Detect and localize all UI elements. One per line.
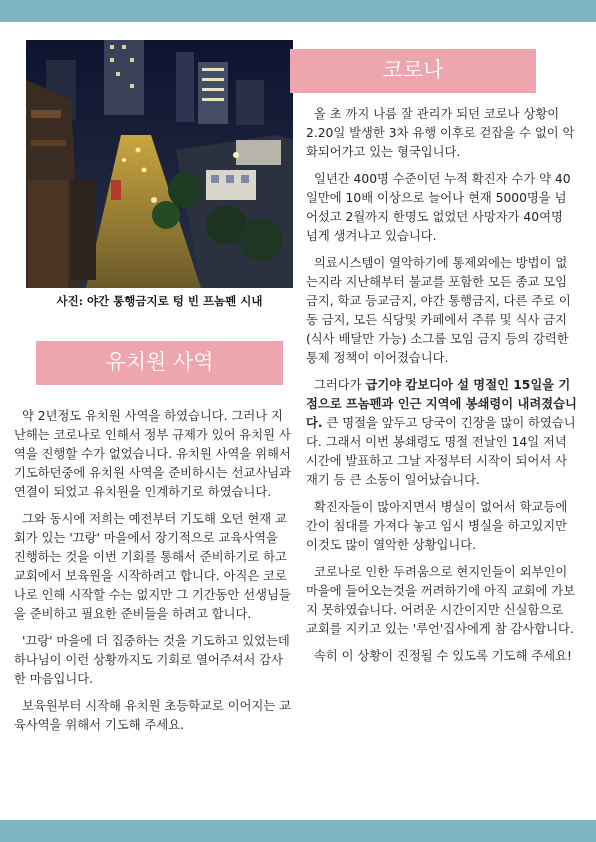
kindergarten-paragraph-3: '끄랑' 마을에 더 집중하는 것을 기도하고 있었는데 하나님이 이런 상황까지도 기회로 열어주셔서 감사한 마음입니다.: [14, 634, 290, 686]
night-street-image: [26, 40, 293, 288]
covid-paragraph-2: 일년간 400명 수준이던 누적 확진자 수가 약 40일만에 10배 이상으로 늘어나 현재 5000명을 넘어섰고 2월까지 한명도 없었던 사망자가 40여명 넘게 생겨나고 있습니다.: [306, 172, 571, 243]
covid-heading: 코로나: [290, 49, 536, 93]
covid-paragraph-4-rest: 큰 명절을 앞두고 당국이 긴장을 많이 하였습니다. 그래서 이번 봉쇄령도 명절 전날인 14일 저녁시간에 발표하고 그날 자정부터 시작이 되어서 사재기 등 큰 소동이 일어났습니다.: [306, 416, 576, 487]
kindergarten-paragraph-2: 그와 동시에 저희는 예전부터 기도해 오던 현재 교회가 있는 '끄랑' 마을에서 장기적으로 교육사역을 진행하는 것을 이번 기회를 통해서 준비하기로 하고 교회에서 보육원을 시작하려고 합니다. 아직은 코로나로 인해 시작할 수는 없지만 그 기간동안 선생님들을 준비하고 필요한 준비들을 하려고 합니다.: [14, 512, 291, 621]
covid-paragraph-6: 코로나로 인한 두려움으로 현지인들이 외부인이 마을에 들어오는것을 꺼려하기에 아직 교회에 가보지 못하였습니다. 어려운 시간이지만 신실함으로 교회를 지키고 있는 '루언'집사에게 참 감사합니다.: [306, 565, 575, 636]
covid-section: [306, 105, 578, 674]
lockdown-announcement: 급기야 캄보디아 설 명절인 15일을 기점으로 프놈펜과 인근 지역에 봉쇄령이 내려졌습니다.: [306, 378, 577, 430]
covid-paragraph-4: [306, 376, 578, 490]
covid-paragraph-7: 속히 이 상황이 진정될 수 있도록 기도해 주세요!: [314, 649, 572, 663]
kindergarten-section: [14, 407, 292, 743]
top-accent-bar: [0, 0, 596, 22]
covid-paragraph-5: 확진자들이 많아지면서 병실이 없어서 학교등에 간이 침대를 가져다 놓고 임시 병실을 하고있지만 이것도 많이 열악한 상황입니다.: [306, 500, 568, 552]
kindergarten-heading: 유치원 사역: [36, 341, 283, 385]
covid-paragraph-3: 의료시스템이 열악하기에 통제외에는 방법이 없는지라 지난해부터 불교를 포함한 모든 종교 모임 금지, 학교 등교금지, 야간 통행금지, 다른 주로 이동 금지, 모든 식당및 카페에서 주류 및 식사 금지 (식사 배달만 가능) 소그룹 모임 금지 등의 강력한 통제 정책이 이어졌습니다.: [306, 256, 571, 365]
photo-caption: 사진: 야간 통행금지로 텅 빈 프놈펜 시내: [56, 294, 263, 308]
bottom-accent-bar: [0, 820, 596, 842]
covid-paragraph-4-prefix: 그러다가: [314, 378, 366, 392]
kindergarten-paragraph-4: 보육원부터 시작해 유치원 초등학교로 이어지는 교육사역을 위해서 기도해 주세요.: [14, 699, 291, 732]
covid-paragraph-1: 올 초 까지 나름 잘 관리가 되던 코로나 상황이 2.20일 발생한 3차 유행 이후로 걷잡을 수 없이 악화되어가고 있는 형국입니다.: [306, 107, 575, 159]
night-city-photo: [26, 40, 293, 288]
kindergarten-paragraph-1: 약 2년정도 유치원 사역을 하였습니다. 그러나 지난해는 코로나로 인해서 정부 규제가 있어 유치원 사역을 진행할 수가 없었습니다. 유치원 사역을 위해서 기도하던중에 유치원 사역을 준비하시는 선교사님과 연결이 되었고 유치원을 인계하기로 하였습니다.: [14, 409, 291, 499]
